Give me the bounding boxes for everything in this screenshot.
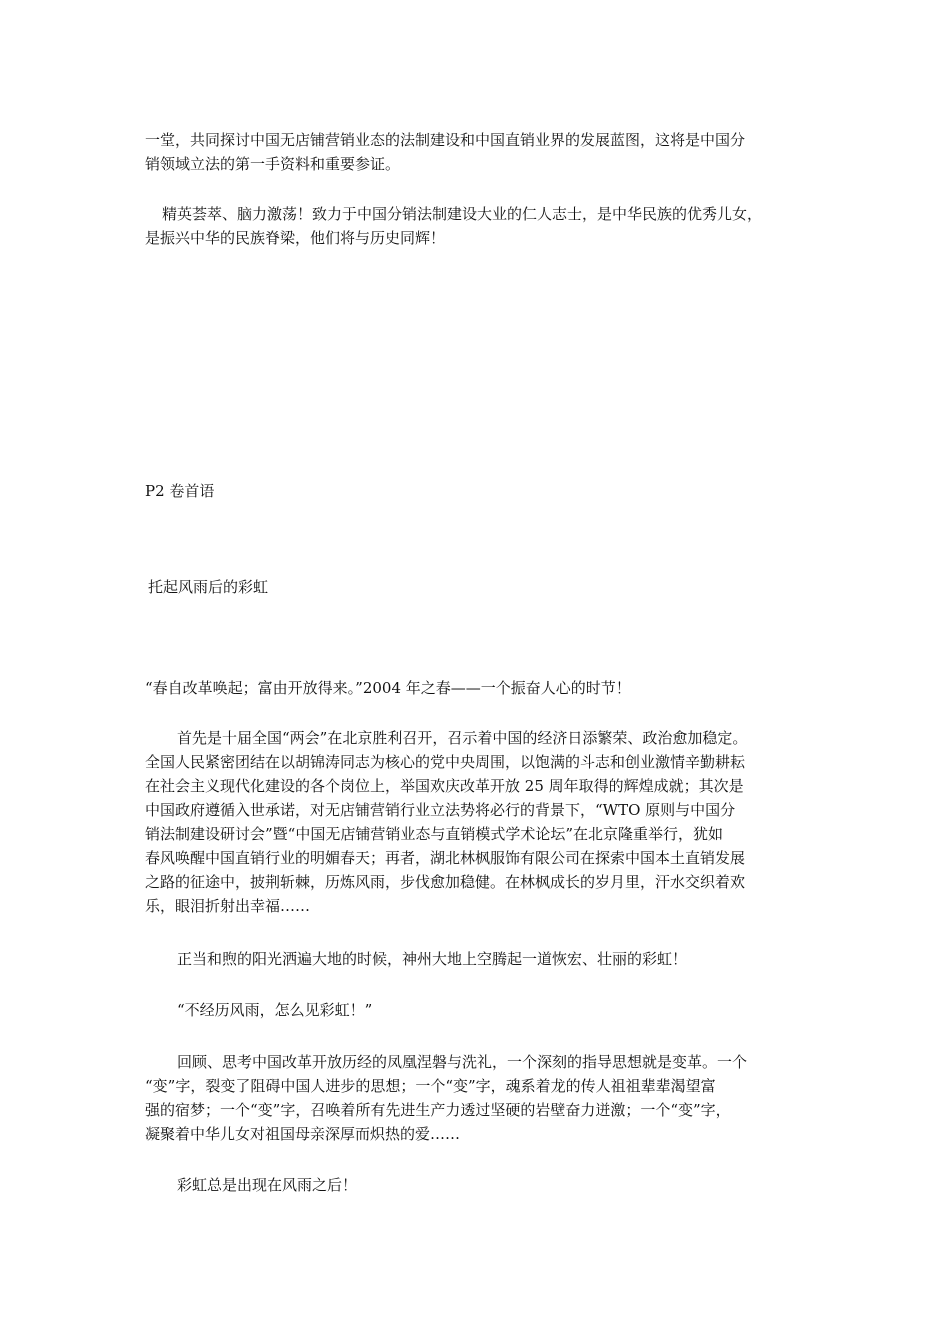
paragraph-spring-events: 首先是十届全国“两会”在北京胜利召开，召示着中国的经济日添繁荣、政治愈加稳定。 全国人民紧密团结在以胡锦涛同志为核心的党中央周围，以饱满的斗志和创业激情辛勤耕耘 在社会主义现代化建设的各个岗位上，举国欢庆改革开放 25 周年取得的辉煌成就；其次是 中国政府遵循入世承诺，对无店铺营销行业立法势将必行的背景下，“WTO 原则与中国分 销法制建设研讨会”暨“中国无店铺营销业态与直销模式学术论坛”在北京隆重举行，犹如 春风唤醒中国直销行业的明媚春天；再者，湖北林枫服饰有限公司在探索中国本土直销发展 之路的征途中，披荆斩棘，历炼风雨，步伐愈加稳健。在林枫成长的岁月里，汗水交织着欢 乐，眼泪折射出幸福…… (145, 729, 748, 915)
section-label: P2 卷首语 (145, 482, 215, 500)
paragraph-closing: 彩虹总是出现在风雨之后！ (177, 1176, 358, 1194)
opening-quote: “春自改革唤起；富由开放得来。”2004 年之春——一个振奋人心的时节！ (145, 679, 631, 697)
paragraph-change-reflection: 回顾、思考中国改革开放历经的凤凰涅磐与洗礼，一个深刻的指导思想就是变革。一个 “变”字，裂变了阻碍中国人进步的思想；一个“变”字，魂系着龙的传人祖祖辈辈渴望富 强的宿梦；一个“变”字，召唤着所有先进生产力透过坚硬的岩壁奋力迸激；一个“变”字， 凝聚着中华儿女对祖国母亲深厚而炽热的爱…… (145, 1053, 748, 1143)
section-title: 托起风雨后的彩虹 (148, 578, 269, 596)
paragraph-rainbow-rises: 正当和煦的阳光洒遍大地的时候，神州大地上空腾起一道恢宏、壮丽的彩虹！ (177, 950, 688, 968)
paragraph-continuation: 一堂，共同探讨中国无店铺营销业态的法制建设和中国直销业界的发展蓝图，这将是中国分 销领域立法的第一手资料和重要参证。 (145, 131, 746, 173)
paragraph-elite-gathering: 精英荟萃、脑力激荡！致力于中国分销法制建设大业的仁人志士，是中华民族的优秀儿女， 是振兴中华的民族脊梁，他们将与历史同辉！ (145, 205, 763, 247)
paragraph-rainbow-quote: “不经历风雨，怎么见彩虹！” (177, 1001, 373, 1019)
